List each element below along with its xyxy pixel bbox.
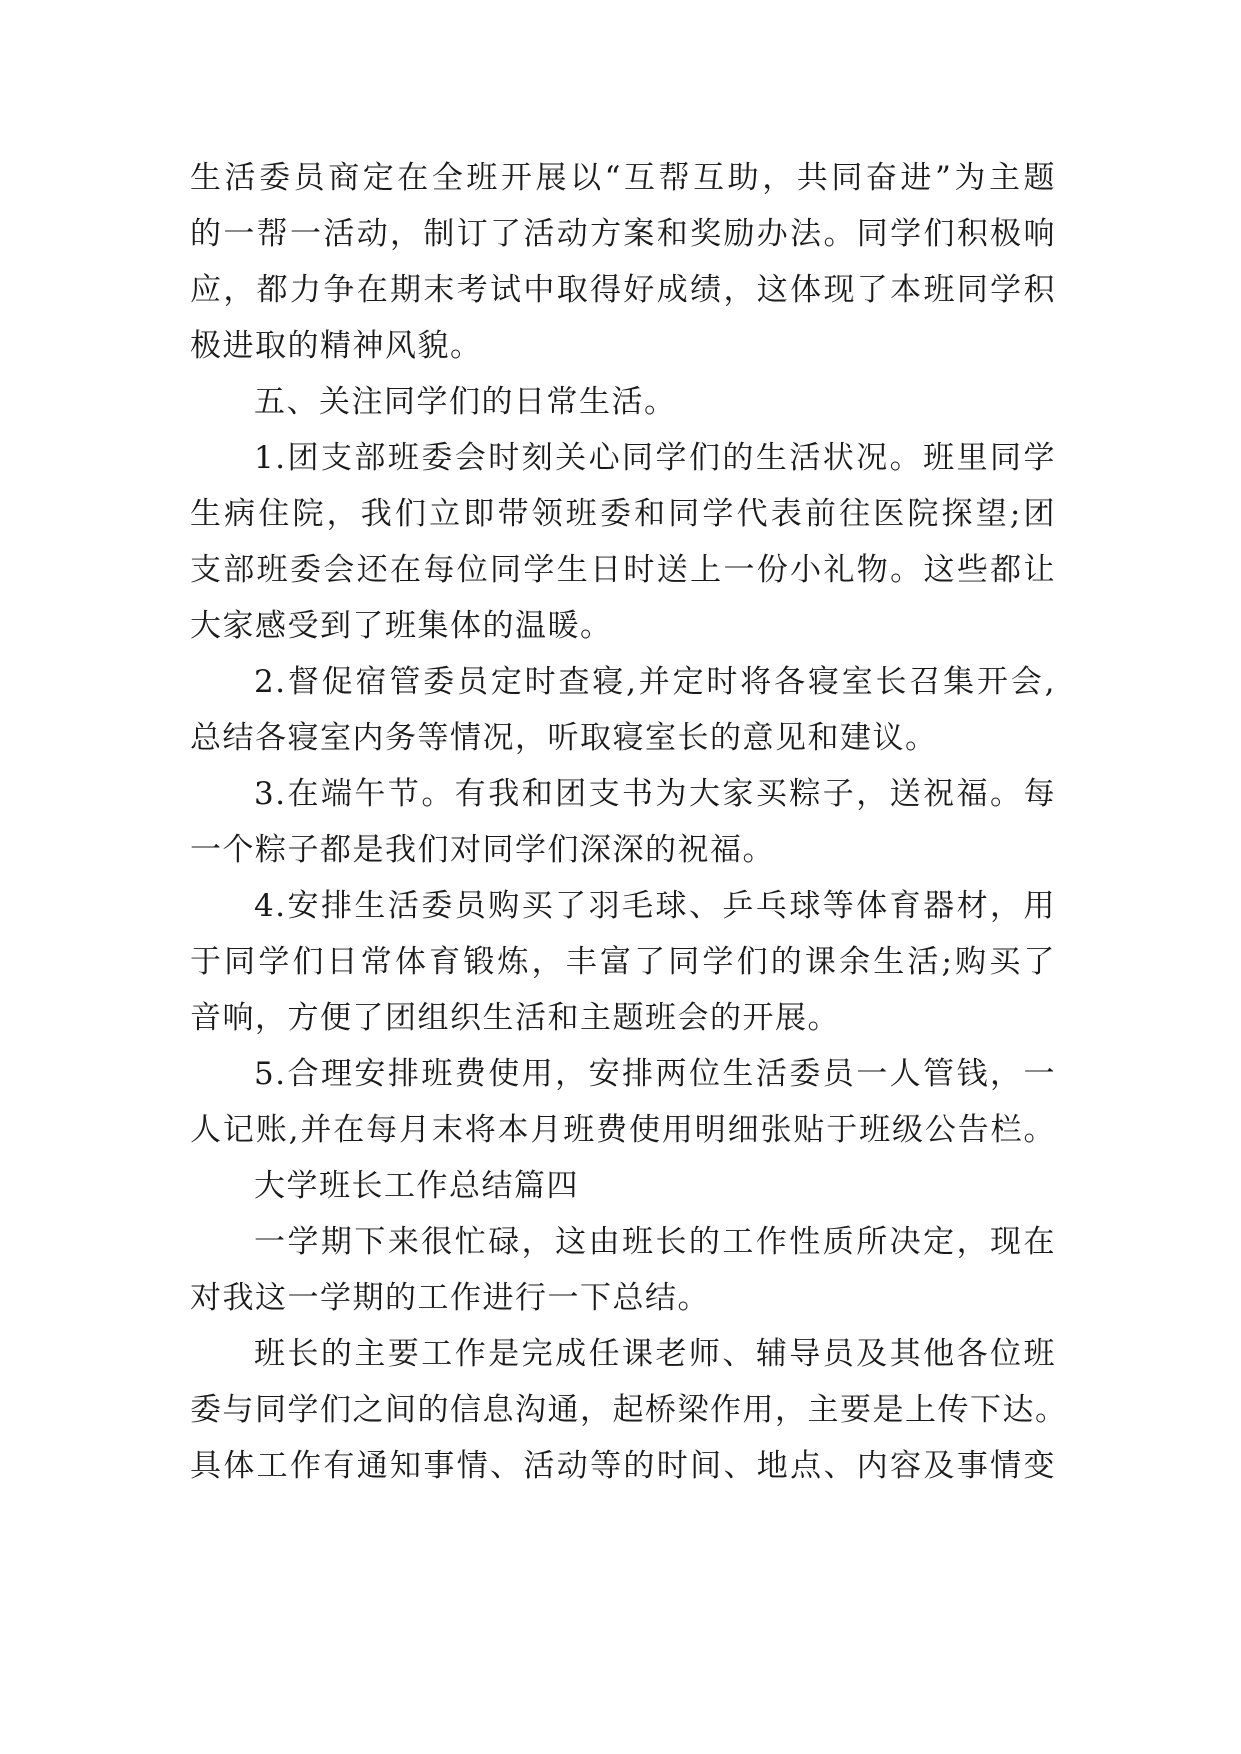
text-line: 一学期下来很忙碌，这由班长的工作性质所决定，现在 [254, 1224, 1056, 1260]
document-body [190, 150, 1068, 1494]
text-line: 大家感受到了班集体的温暖。 [190, 608, 613, 644]
text-line: 3.在端午节。有我和团支书为大家买粽子，送祝福。每 [254, 776, 1056, 812]
text-line: 4.安排生活委员购买了羽毛球、乒乓球等体育器材，用 [254, 888, 1056, 924]
text-line: 音响，方便了团组织生活和主题班会的开展。 [190, 1000, 840, 1036]
text-line: 人记账,并在每月末将本月班费使用明细张贴于班级公告栏。 [190, 1112, 1056, 1148]
text-line: 5.合理安排班费使用，安排两位生活委员一人管钱，一 [254, 1056, 1056, 1092]
text-line: 2.督促宿管委员定时查寝,并定时将各寝室长召集开会, [254, 664, 1056, 700]
text-line: 应，都力争在期末考试中取得好成绩，这体现了本班同学积 [190, 272, 1056, 308]
text-line: 一个粽子都是我们对同学们深深的祝福。 [190, 832, 775, 868]
text-line: 的一帮一活动，制订了活动方案和奖励办法。同学们积极响 [190, 216, 1056, 252]
section-heading: 大学班长工作总结篇四 [254, 1168, 579, 1204]
text-line: 总结各寝室内务等情况，听取寝室长的意见和建议。 [190, 720, 938, 756]
text-line: 生病住院，我们立即带领班委和同学代表前往医院探望;团 [190, 496, 1056, 532]
text-line: 对我这一学期的工作进行一下总结。 [190, 1280, 710, 1316]
text-line: 1.团支部班委会时刻关心同学们的生活状况。班里同学 [254, 440, 1056, 476]
text-line: 于同学们日常体育锻炼，丰富了同学们的课余生活;购买了 [190, 944, 1056, 980]
text-line: 委与同学们之间的信息沟通，起桥梁作用，主要是上传下达。 [190, 1392, 1068, 1428]
text-line: 支部班委会还在每位同学生日时送上一份小礼物。这些都让 [190, 552, 1056, 588]
text-line: 极进取的精神风貌。 [190, 328, 483, 364]
section-heading: 五、关注同学们的日常生活。 [254, 384, 677, 420]
text-line: 生活委员商定在全班开展以“互帮互助，共同奋进”为主题 [190, 160, 1056, 196]
text-line: 具体工作有通知事情、活动等的时间、地点、内容及事情变 [190, 1448, 1056, 1484]
text-line: 班长的主要工作是完成任课老师、辅导员及其他各位班 [254, 1336, 1056, 1372]
